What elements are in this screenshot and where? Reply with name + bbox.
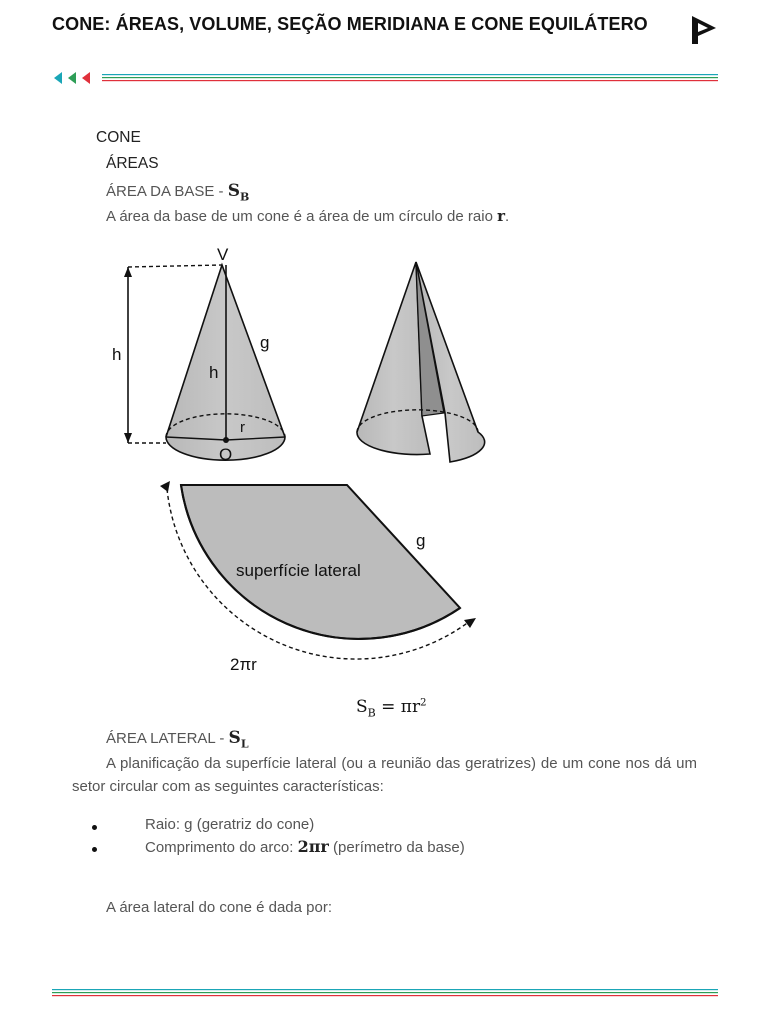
bullet-dot xyxy=(92,825,97,830)
lateral-paragraph xyxy=(72,752,697,798)
formula-lhs: S xyxy=(356,697,368,717)
heading-areas: ÁREAS xyxy=(106,155,159,172)
base-area-text xyxy=(106,207,509,225)
section-base-area-label: ÁREA DA BASE - xyxy=(106,183,228,200)
arc-length-label: 2πr xyxy=(230,655,257,674)
arc-arrow-start-icon xyxy=(160,481,170,492)
header-divider xyxy=(52,71,718,85)
base-area-subscript: B xyxy=(240,190,250,204)
formula-exponent: 2 xyxy=(420,697,427,709)
cone-figure xyxy=(100,240,500,685)
red-arrow-icon xyxy=(82,72,90,84)
center-point xyxy=(223,437,229,443)
teal-arrow-icon xyxy=(54,72,62,84)
bullet-arc-math: 2πr xyxy=(297,837,329,856)
base-text-before: A área da base de um cone é a área de um círculo de raio xyxy=(106,208,498,225)
center-label: O xyxy=(219,445,233,464)
bullet-dot xyxy=(92,847,97,852)
bullet-arc-length xyxy=(145,837,465,856)
cone-diagram xyxy=(112,245,285,464)
arrow-down-icon xyxy=(124,433,132,443)
lateral-area-subscript: L xyxy=(240,737,249,751)
top-guide xyxy=(128,265,222,267)
section-base-area-heading xyxy=(106,181,249,203)
arrow-up-icon xyxy=(124,267,132,277)
sector-label: superfície lateral xyxy=(236,561,361,580)
green-arrow-icon xyxy=(68,72,76,84)
bullet-arc-after: (perímetro da base) xyxy=(328,839,465,856)
footer-divider xyxy=(52,986,718,1000)
inner-height-label: h xyxy=(209,363,219,382)
base-area-symbol: S xyxy=(227,181,240,201)
bullet-radius: Raio: g (geratriz do cone) xyxy=(145,816,315,833)
base-text-after: . xyxy=(504,208,510,225)
section-lateral-area-label: ÁREA LATERAL - xyxy=(106,730,229,747)
cone-cut-diagram xyxy=(357,262,485,462)
formula-rhs: = πr xyxy=(375,697,421,717)
lateral-paragraph-text: A planificação da superfície lateral (ou a reunião das geratrizes) de um cone nos dá um setor circular com as seguintes características: xyxy=(72,755,697,795)
bullet-arc-before: Comprimento do arco: xyxy=(145,839,298,856)
lateral-area-symbol: S xyxy=(228,728,241,748)
arc-arrow-end-icon xyxy=(464,618,476,628)
page-title: CONE: ÁREAS, VOLUME, SEÇÃO MERIDIANA E CONE EQUILÁTERO xyxy=(52,14,648,34)
heading-cone: CONE xyxy=(96,129,141,146)
play-logo-icon xyxy=(688,14,720,46)
base-area-formula xyxy=(356,697,426,719)
lateral-intro-text: A área lateral do cone é dada por: xyxy=(106,899,332,916)
formula-lhs-sub: B xyxy=(367,706,376,720)
vertex-label: V xyxy=(217,245,229,264)
sector-radius-label: g xyxy=(416,531,426,550)
radius-label: r xyxy=(240,419,245,436)
radius-var: r xyxy=(497,207,505,225)
slant-label: g xyxy=(260,333,270,352)
lateral-sector-diagram xyxy=(160,481,476,674)
section-lateral-area-heading xyxy=(106,728,249,750)
outer-height-label: h xyxy=(112,345,122,364)
